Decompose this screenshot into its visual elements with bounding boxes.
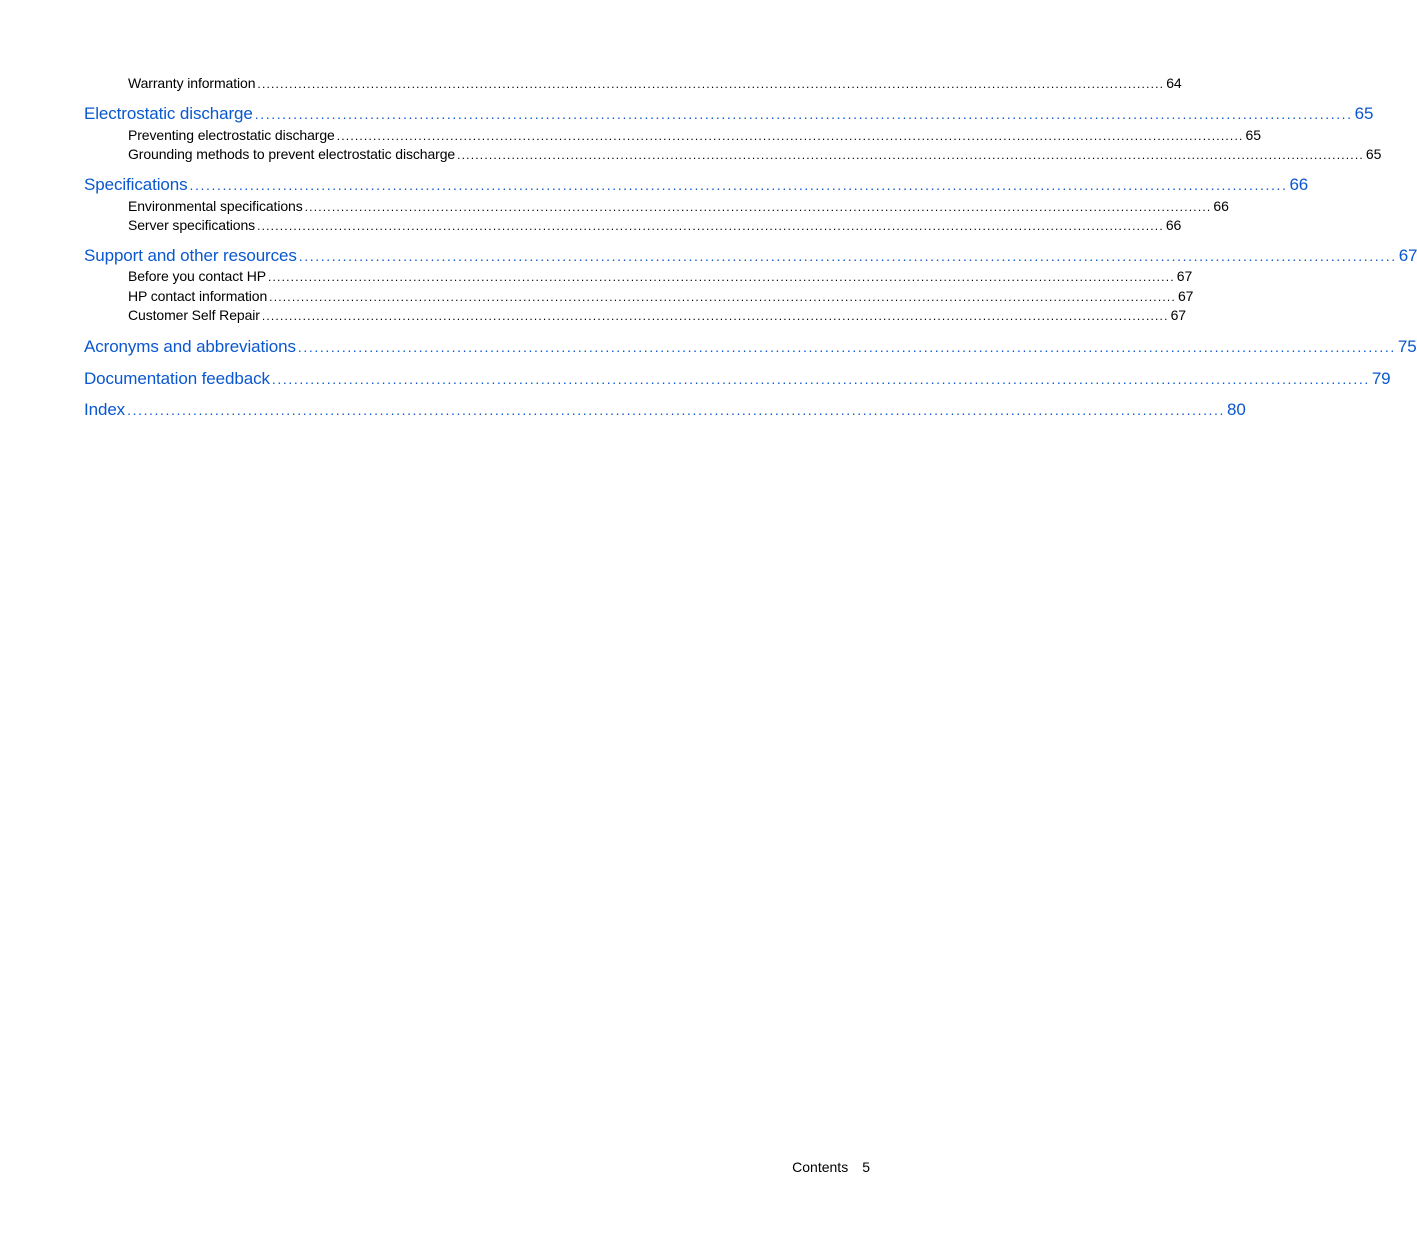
toc-dot-leader: ........................................................................................................................................................................................................ bbox=[457, 148, 1364, 162]
toc-dot-leader: ........................................................................................................................................................................................................ bbox=[269, 290, 1176, 304]
toc-dot-leader: ........................................................................................................................................................................................................ bbox=[297, 339, 1396, 355]
toc-entry-title: Server specifications bbox=[128, 217, 256, 233]
toc-entry-customer-self-repair[interactable] bbox=[128, 307, 1186, 323]
toc-entry-before-you-contact-hp[interactable] bbox=[128, 268, 1193, 284]
toc-entry-acronyms-and-abbreviations[interactable] bbox=[84, 337, 1417, 357]
toc-entry-page: 75 bbox=[1397, 337, 1417, 356]
toc-entry-title: Grounding methods to prevent electrostatic discharge bbox=[128, 146, 456, 162]
toc-entry-page: 67 bbox=[1170, 307, 1186, 323]
toc-entry-title: Documentation feedback bbox=[84, 369, 270, 388]
toc-entry-page: 80 bbox=[1227, 400, 1246, 419]
toc-entry-support-and-other-resources[interactable] bbox=[84, 246, 1417, 266]
toc-entry-documentation-feedback[interactable] bbox=[84, 369, 1391, 389]
toc-entry-page: 66 bbox=[1213, 198, 1229, 214]
toc-entry-page: 65 bbox=[1245, 127, 1261, 143]
toc-entry-title: Customer Self Repair bbox=[128, 307, 260, 323]
toc-entry-title: Index bbox=[84, 400, 126, 419]
toc-entry-title: Acronyms and abbreviations bbox=[84, 337, 296, 356]
toc-entry-title: HP contact information bbox=[128, 288, 268, 304]
toc-entry-page: 66 bbox=[1165, 217, 1182, 233]
toc-dot-leader: ........................................................................................................................................................................................................ bbox=[261, 309, 1169, 323]
toc-entry-title: Preventing electrostatic discharge bbox=[128, 127, 335, 143]
toc-entry-title: Electrostatic discharge bbox=[84, 104, 253, 123]
toc-entry-specifications[interactable] bbox=[84, 175, 1309, 195]
footer-section-label: Contents bbox=[792, 1159, 849, 1175]
toc-dot-leader: ........................................................................................................................................................................................................ bbox=[267, 270, 1175, 284]
toc-entry-page: 64 bbox=[1166, 75, 1182, 91]
toc-entry-page: 65 bbox=[1365, 146, 1382, 162]
toc-entry-electrostatic-discharge[interactable] bbox=[84, 104, 1374, 124]
toc-entry-hp-contact-information[interactable] bbox=[128, 288, 1194, 304]
toc-entry-server-specifications[interactable] bbox=[128, 217, 1182, 233]
toc-entry-page: 65 bbox=[1354, 104, 1374, 123]
toc-dot-leader: ........................................................................................................................................................................................................ bbox=[257, 219, 1164, 233]
toc-entry-title: Specifications bbox=[84, 175, 188, 194]
toc-entry-index[interactable] bbox=[84, 400, 1246, 420]
toc-dot-leader: ........................................................................................................................................................................................................ bbox=[254, 106, 1353, 122]
toc-entry-preventing-electrostatic-discharge[interactable] bbox=[128, 127, 1261, 143]
toc-dot-leader: ........................................................................................................................................................................................................ bbox=[271, 371, 1370, 387]
page-footer bbox=[760, 1159, 870, 1175]
toc-entry-page: 66 bbox=[1289, 175, 1309, 194]
toc-entry-grounding-methods[interactable] bbox=[128, 146, 1382, 162]
footer-page-number: 5 bbox=[862, 1159, 870, 1175]
toc-entry-title: Warranty information bbox=[128, 75, 256, 91]
toc-dot-leader: ........................................................................................................................................................................................................ bbox=[127, 402, 1226, 418]
toc-entry-title: Support and other resources bbox=[84, 246, 297, 265]
toc-dot-leader: ........................................................................................................................................................................................................ bbox=[257, 77, 1165, 91]
toc-entry-title: Before you contact HP bbox=[128, 268, 266, 284]
toc-dot-leader: ........................................................................................................................................................................................................ bbox=[336, 129, 1244, 143]
toc-entry-environmental-specifications[interactable] bbox=[128, 198, 1229, 214]
toc-entry-page: 67 bbox=[1176, 268, 1193, 284]
toc-dot-leader: ........................................................................................................................................................................................................ bbox=[304, 200, 1212, 214]
toc-entry-warranty-information[interactable] bbox=[128, 75, 1182, 91]
toc-entry-page: 79 bbox=[1371, 369, 1391, 388]
toc-entry-page: 67 bbox=[1398, 246, 1417, 265]
toc-entry-page: 67 bbox=[1177, 288, 1194, 304]
toc-dot-leader: ........................................................................................................................................................................................................ bbox=[298, 248, 1397, 264]
toc-entry-title: Environmental specifications bbox=[128, 198, 303, 214]
toc-dot-leader: ........................................................................................................................................................................................................ bbox=[189, 177, 1288, 193]
